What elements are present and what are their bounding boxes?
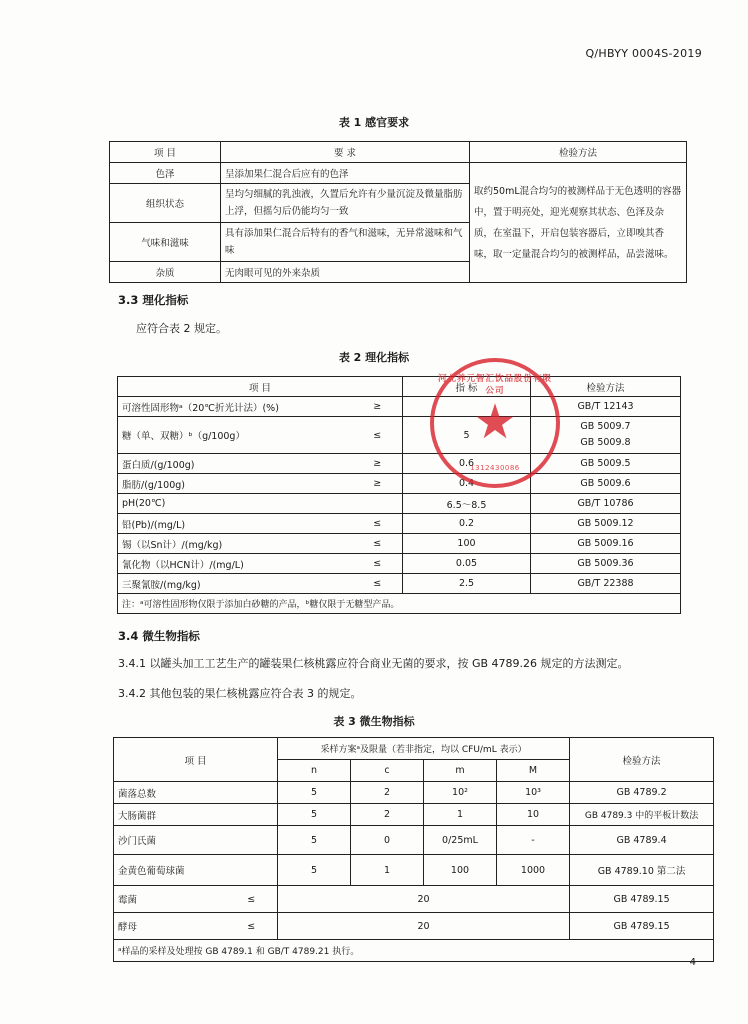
table3-caption: 表 3 微生物指标: [333, 715, 415, 728]
table3-item: 霉菌: [114, 886, 226, 913]
table2-item: 三聚氰胺/(mg/kg): [118, 574, 353, 594]
table2-item: 蛋白质/(g/100g): [118, 454, 353, 474]
table3-m: 0/25mL: [424, 826, 497, 855]
table3-method: GB 4789.15: [570, 913, 714, 940]
table-row: [114, 804, 714, 826]
table3-item: 金黄色葡萄球菌: [114, 855, 278, 886]
section-3-3-heading: 3.3 理化指标: [118, 293, 189, 307]
table-row: [118, 494, 681, 514]
table2-method: GB/T 10786: [531, 494, 681, 514]
table1-req: 具有添加果仁混合后特有的香气和滋味，无异常滋味和气味: [221, 223, 470, 262]
table3-M: 1000: [497, 855, 570, 886]
table2-method: GB/T 12143: [531, 397, 681, 417]
table-row: [114, 913, 714, 940]
table3-method: GB 4789.15: [570, 886, 714, 913]
table3-n: 5: [278, 855, 351, 886]
table2-item: 氰化物（以HCN计）/(mg/L): [118, 554, 353, 574]
table2-method: GB 5009.5: [531, 454, 681, 474]
table1-item: 色泽: [110, 163, 221, 184]
table2-item: 糖（单、双糖）ᵇ（g/100g）: [118, 417, 353, 454]
table1-req: 呈均匀细腻的乳浊液，久置后允许有少量沉淀及微量脂肪上浮，但摇匀后仍能均匀一致: [221, 184, 470, 223]
seal-star-icon: ★: [473, 394, 517, 450]
table1-req: 呈添加果仁混合后应有的色泽: [221, 163, 470, 184]
table-row: [118, 514, 681, 534]
table3-M: 10: [497, 804, 570, 826]
table3-value: 20: [278, 913, 570, 940]
table2-item: 可溶性固形物ᵃ（20℃折光计法）(%): [118, 397, 353, 417]
table3-op: ≤: [226, 913, 278, 940]
table1-header-row: [110, 142, 687, 163]
table2-method: GB 5009.16: [531, 534, 681, 554]
table3-m: 1: [424, 804, 497, 826]
table3-c: 0: [351, 826, 424, 855]
table2-note-row: [118, 594, 681, 614]
table3-n: 5: [278, 782, 351, 804]
table2-op: ≤: [353, 554, 403, 574]
seal-id: 1312430086: [470, 464, 520, 472]
table1-header-item: 项 目: [110, 142, 221, 163]
table1-header-method: 检验方法: [470, 142, 687, 163]
table2-caption: 表 2 理化指标: [338, 351, 410, 364]
table2-item: 锡（以Sn计）/(mg/kg): [118, 534, 353, 554]
table3-note-row: [114, 940, 714, 962]
table3: [113, 737, 714, 962]
table3-item: 菌落总数: [114, 782, 278, 804]
table3-m: 100: [424, 855, 497, 886]
table2-method: GB 5009.12: [531, 514, 681, 534]
table1-item: 杂质: [110, 262, 221, 283]
table2-value: 0.2: [403, 514, 531, 534]
table2-op: ≥: [353, 474, 403, 494]
table3-sub-M: M: [497, 760, 570, 782]
table2-value: 6.5～8.5: [403, 494, 531, 514]
table2-value: 100: [403, 534, 531, 554]
table2-value: 0.6: [403, 454, 531, 474]
seal-text: 河北养元智汇饮品股份有限公司: [437, 374, 552, 396]
table2-header-method: 检验方法: [531, 377, 681, 397]
table3-op: ≤: [226, 886, 278, 913]
table1-item: 组织状态: [110, 184, 221, 223]
section-3-4-1: 3.4.1 以罐头加工工艺生产的罐装果仁核桃露应符合商业无菌的要求，按 GB 4789.26 规定的方法测定。: [118, 657, 629, 670]
table3-M: -: [497, 826, 570, 855]
table2-header-item: 项 目: [118, 377, 403, 397]
section-3-4-heading: 3.4 微生物指标: [118, 629, 200, 643]
table-row: [114, 886, 714, 913]
table1-method: 取约50mL混合均匀的被测样品于无色透明的容器中，置于明亮处，迎光观察其状态、色泽及杂质，在室温下，开启包装容器后，立即嗅其香味，取一定量混合均匀的被测样品，品尝滋味。: [470, 163, 687, 283]
table2: [117, 376, 681, 614]
table-row: [118, 454, 681, 474]
table2-value: 5: [403, 417, 531, 454]
page-number: 4: [689, 957, 696, 968]
table2-method: GB/T 22388: [531, 574, 681, 594]
table1-caption: 表 1 感官要求: [338, 116, 410, 129]
table-row: [118, 554, 681, 574]
table3-c: 1: [351, 855, 424, 886]
table3-item: 大肠菌群: [114, 804, 278, 826]
table2-note: 注：ᵃ可溶性固形物仅限于添加白砂糖的产品，ᵇ糖仅限于无糖型产品。: [118, 594, 681, 614]
table3-method: GB 4789.4: [570, 826, 714, 855]
table2-item: 铅(Pb)/(mg/L): [118, 514, 353, 534]
table3-sub-n: n: [278, 760, 351, 782]
table3-sub-m: m: [424, 760, 497, 782]
table2-header-row: [118, 377, 681, 397]
table3-method: GB 4789.10 第二法: [570, 855, 714, 886]
table-row: [118, 474, 681, 494]
table2-op: ≤: [353, 514, 403, 534]
table3-header-row: [114, 738, 714, 760]
table2-method: GB 5009.7 GB 5009.8: [531, 417, 681, 454]
table2-op: ≤: [353, 417, 403, 454]
table2-method: GB 5009.6: [531, 474, 681, 494]
standard-number: Q/HBYY 0004S-2019: [585, 47, 702, 60]
table2-item: 脂肪/(g/100g): [118, 474, 353, 494]
table3-m: 10²: [424, 782, 497, 804]
table3-header-method: 检验方法: [570, 738, 714, 782]
table3-n: 5: [278, 804, 351, 826]
table2-method: GB 5009.36: [531, 554, 681, 574]
table3-header-item: 项 目: [114, 738, 278, 782]
table1-header-req: 要 求: [221, 142, 470, 163]
table3-c: 2: [351, 804, 424, 826]
table2-item: pH(20℃): [118, 494, 353, 514]
table-row: [118, 417, 681, 454]
table2-header-value: 指 标: [403, 377, 531, 397]
table3-c: 2: [351, 782, 424, 804]
table-row: [110, 163, 687, 184]
table2-value: 0.05: [403, 554, 531, 574]
table2-value: 2.5: [403, 574, 531, 594]
table3-n: 5: [278, 826, 351, 855]
table2-op: [353, 494, 403, 514]
table3-M: 10³: [497, 782, 570, 804]
table1-item: 气味和滋味: [110, 223, 221, 262]
table3-method: GB 4789.2: [570, 782, 714, 804]
table2-op: ≤: [353, 534, 403, 554]
company-seal: [430, 358, 560, 488]
table3-item: 沙门氏菌: [114, 826, 278, 855]
table3-method: GB 4789.3 中的平板计数法: [570, 804, 714, 826]
table-row: [114, 782, 714, 804]
table3-sub-c: c: [351, 760, 424, 782]
table2-op: ≤: [353, 574, 403, 594]
table-row: [118, 397, 681, 417]
table1-req: 无肉眼可见的外来杂质: [221, 262, 470, 283]
table-row: [114, 855, 714, 886]
table3-header-plan: 采样方案ᵃ及限量（若非指定，均以 CFU/mL 表示）: [278, 738, 570, 760]
table1: [109, 141, 687, 283]
table-row: [114, 826, 714, 855]
table2-op: ≥: [353, 397, 403, 417]
table-row: [118, 574, 681, 594]
table3-item: 酵母: [114, 913, 226, 940]
table3-note: ᵃ样品的采样及处理按 GB 4789.1 和 GB/T 4789.21 执行。: [114, 940, 714, 962]
table2-value: 0.4: [403, 474, 531, 494]
table2-op: ≥: [353, 454, 403, 474]
section-3-3-text: 应符合表 2 规定。: [136, 322, 227, 335]
section-3-4-2: 3.4.2 其他包装的果仁核桃露应符合表 3 的规定。: [118, 687, 362, 700]
table3-value: 20: [278, 886, 570, 913]
table-row: [118, 534, 681, 554]
